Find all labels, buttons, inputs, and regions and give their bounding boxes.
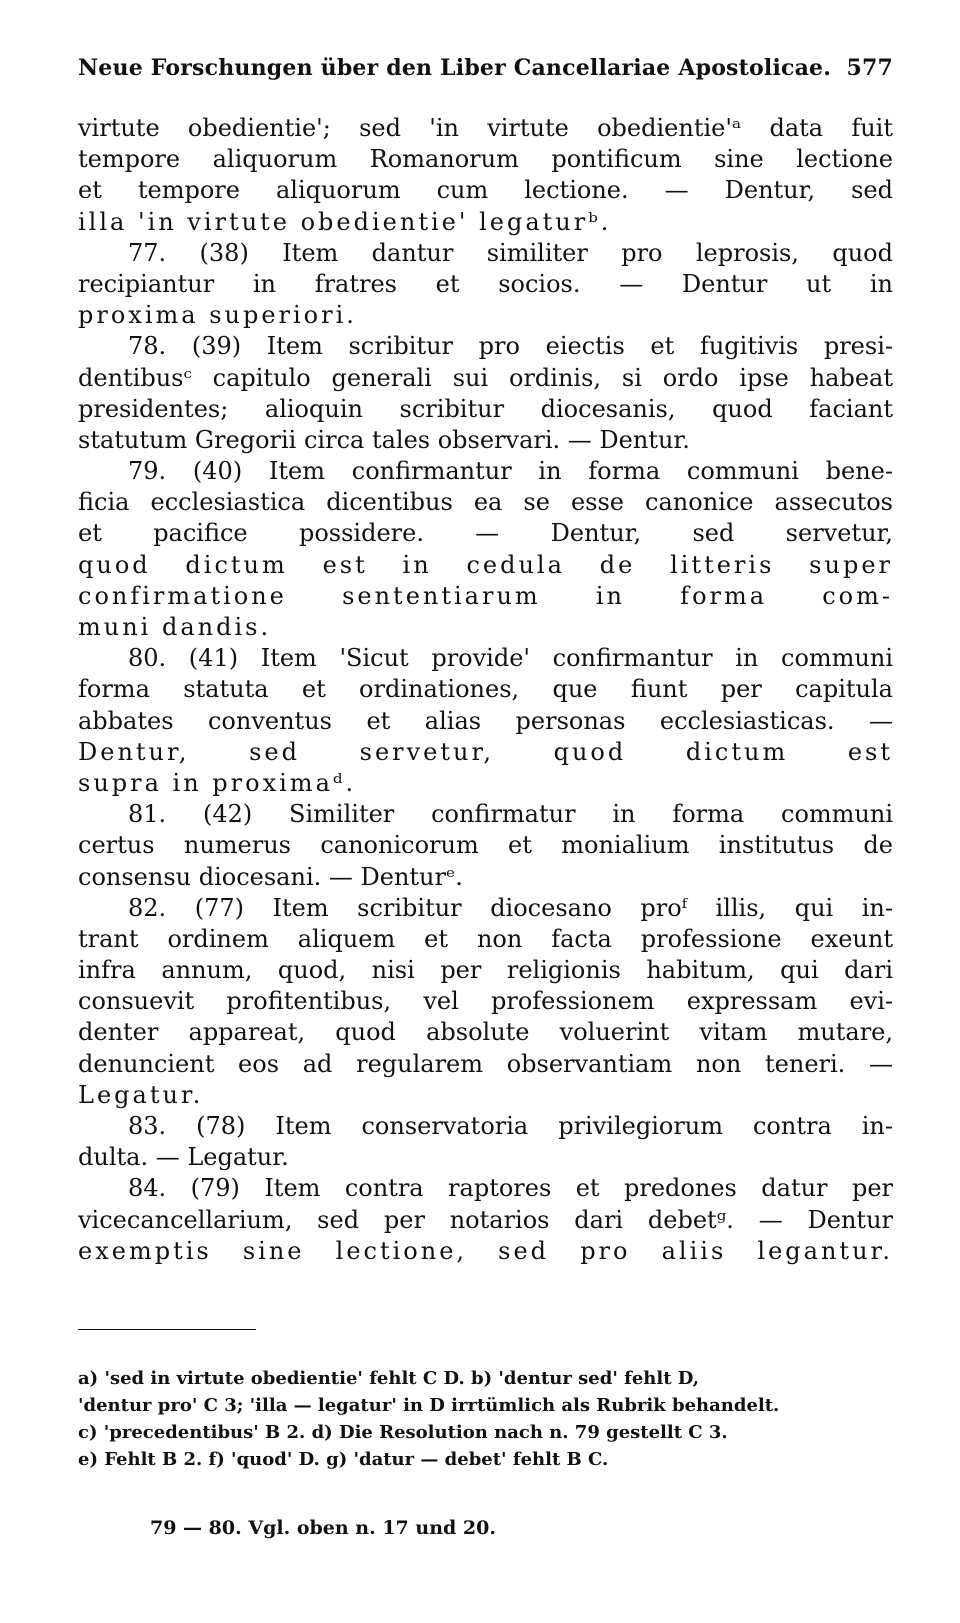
- footnote-line: a) 'sed in virtute obedientie' fehlt C D. b) 'dentur sed' fehlt D,: [78, 1368, 700, 1389]
- text-line: certus numerus canonicorum et monialium institutus de: [78, 831, 893, 860]
- text-line: denter appareat, quod absolute voluerint vitam mutare,: [78, 1018, 893, 1047]
- text-line: forma statuta et ordinationes, que fiunt per capitula: [78, 675, 893, 704]
- text-line: proxima superiori.: [78, 301, 357, 330]
- text-line: consensu diocesani. — Denturᵉ.: [78, 862, 463, 891]
- header-title: Neue Forschungen über den Liber Cancellariae Apostolicae.: [78, 55, 832, 81]
- text-line: dentibusᶜ capitulo generali sui ordinis, si ordo ipse habeat: [78, 363, 893, 392]
- body-text: [78, 113, 893, 1267]
- text-line: Dentur, sed servetur, quod dictum est: [78, 737, 893, 766]
- text-line: 77. (38) Item dantur similiter pro leprosis, quod: [128, 238, 893, 267]
- text-line: virtute obedientie'; sed 'in virtute obedientie'ᵃ data fuit: [78, 114, 893, 142]
- text-line: muni dandis.: [78, 613, 272, 641]
- text-line: illa 'in virtute obedientie' legaturᵇ.: [78, 207, 612, 236]
- text-line: confirmatione sententiarum in forma com-: [78, 581, 893, 610]
- text-line: supra in proximaᵈ.: [78, 768, 357, 797]
- document-page: [78, 55, 893, 1267]
- text-line: abbates conventus et alias personas ecclesiasticas. —: [78, 706, 893, 735]
- text-line: 80. (41) Item 'Sicut provide' confirmantur in communi: [128, 644, 893, 673]
- text-line: presidentes; alioquin scribitur diocesanis, quod faciant: [78, 394, 893, 423]
- text-line: statutum Gregorii circa tales observari. — Dentur.: [78, 425, 690, 454]
- reference-note: 79 — 80. Vgl. oben n. 17 und 20.: [150, 1517, 496, 1539]
- text-line: vicecancellarium, sed per notarios dari debetᵍ. — Dentur: [78, 1205, 893, 1234]
- text-line: infra annum, quod, nisi per religionis habitum, qui dari: [78, 956, 893, 985]
- text-line: ficia ecclesiastica dicentibus ea se esse canonice assecutos: [78, 488, 893, 517]
- text-line: recipiantur in fratres et socios. — Dentur ut in: [78, 269, 893, 298]
- text-line: 79. (40) Item confirmantur in forma communi bene-: [128, 457, 893, 486]
- text-line: et tempore aliquorum cum lectione. — Dentur, sed: [78, 176, 893, 205]
- text-line: tempore aliquorum Romanorum pontificum sine lectione: [78, 145, 893, 174]
- text-line: 78. (39) Item scribitur pro eiectis et fugitivis presi-: [128, 332, 893, 361]
- text-line: 83. (78) Item conservatoria privilegiorum contra in-: [128, 1112, 893, 1140]
- text-line: trant ordinem aliquem et non facta professione exeunt: [78, 924, 893, 953]
- text-line: quod dictum est in cedula de litteris super: [78, 550, 893, 579]
- footnote-line: c) 'precedentibus' B 2. d) Die Resolution nach n. 79 gestellt C 3.: [78, 1422, 728, 1443]
- text-line: 81. (42) Similiter confirmatur in forma communi: [128, 800, 893, 829]
- footnote-divider: [78, 1329, 256, 1330]
- text-line: consuevit profitentibus, vel professionem expressam evi-: [78, 987, 893, 1016]
- text-line: denuncient eos ad regularem observantiam non teneri. —: [78, 1049, 893, 1078]
- footnotes: [78, 1365, 893, 1473]
- text-line: Legatur.: [78, 1080, 204, 1109]
- footnote-line: 'dentur pro' C 3; 'illa — legatur' in D irrtümlich als Rubrik behandelt.: [78, 1395, 780, 1416]
- footnote-line: e) Fehlt B 2. f) 'quod' D. g) 'datur — debet' fehlt B C.: [78, 1449, 609, 1470]
- text-line: et pacifice possidere. — Dentur, sed servetur,: [78, 519, 893, 548]
- page-number: 577: [846, 55, 893, 81]
- text-line: 82. (77) Item scribitur diocesano proᶠ illis, qui in-: [128, 893, 893, 922]
- text-line: 84. (79) Item contra raptores et predones datur per: [128, 1174, 893, 1203]
- running-header: [78, 55, 893, 95]
- text-line: exemptis sine lectione, sed pro aliis legantur.: [78, 1236, 893, 1265]
- text-line: dulta. — Legatur.: [78, 1143, 289, 1172]
